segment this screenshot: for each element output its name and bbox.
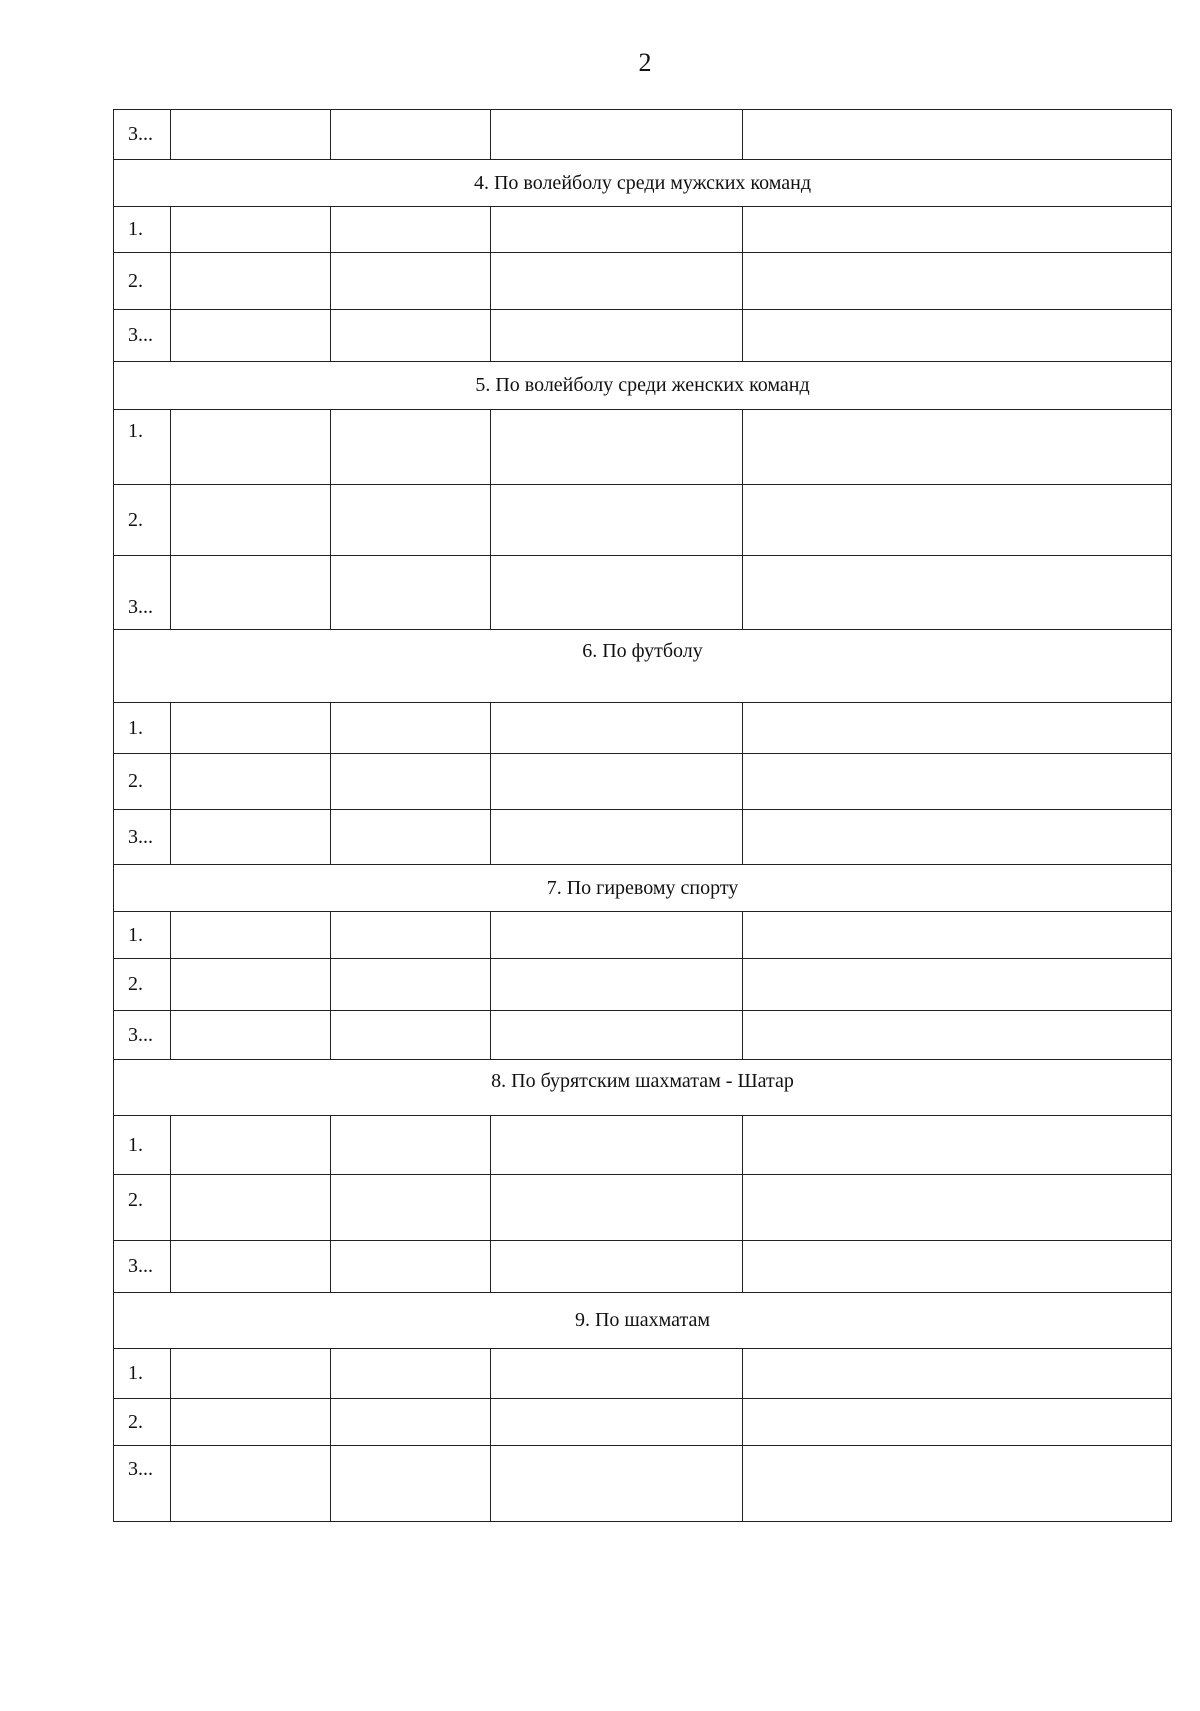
section-title: 6. По футболу [114, 630, 1172, 703]
table-cell [743, 1446, 1172, 1522]
table-cell [331, 310, 491, 362]
table-cell [171, 410, 331, 485]
table-cell [331, 810, 491, 865]
table-cell [743, 810, 1172, 865]
table-cell [331, 253, 491, 310]
table-cell [743, 253, 1172, 310]
table-cell [491, 310, 743, 362]
table-row [114, 810, 1172, 865]
table-cell [331, 110, 491, 160]
table-row [114, 310, 1172, 362]
table-cell [171, 810, 331, 865]
row-number: 2. [114, 485, 171, 556]
row-number: 2. [114, 754, 171, 810]
row-number: 1. [114, 410, 171, 485]
table-cell [171, 110, 331, 160]
table-cell [743, 1241, 1172, 1293]
table-cell [171, 556, 331, 630]
table-cell [491, 1175, 743, 1241]
table-cell [331, 959, 491, 1011]
table-row [114, 1241, 1172, 1293]
section-title: 4. По волейболу среди мужских команд [114, 160, 1172, 207]
row-number: 1. [114, 703, 171, 754]
table-row [114, 1116, 1172, 1175]
row-number: 1. [114, 912, 171, 959]
section-header-row [114, 630, 1172, 703]
row-number: 2. [114, 959, 171, 1011]
table-cell [743, 1349, 1172, 1399]
table-cell [331, 1175, 491, 1241]
table-cell [491, 410, 743, 485]
table-cell [171, 1399, 331, 1446]
table-cell [743, 1116, 1172, 1175]
table-cell [331, 1011, 491, 1060]
table-row [114, 410, 1172, 485]
table-cell [743, 912, 1172, 959]
table-cell [491, 485, 743, 556]
table-cell [491, 253, 743, 310]
table-row [114, 485, 1172, 556]
table-cell [491, 1399, 743, 1446]
table-cell [171, 1116, 331, 1175]
table-cell [171, 1011, 331, 1060]
table-cell [171, 754, 331, 810]
table-cell [171, 1446, 331, 1522]
table-cell [331, 1446, 491, 1522]
row-number: 2. [114, 1175, 171, 1241]
table-row [114, 703, 1172, 754]
page-number: 2 [638, 48, 652, 77]
row-number: 3... [114, 1446, 171, 1522]
table-cell [743, 485, 1172, 556]
table-cell [331, 1349, 491, 1399]
table-cell [171, 1175, 331, 1241]
table-cell [743, 556, 1172, 630]
table-row [114, 207, 1172, 253]
row-number: 3... [114, 1011, 171, 1060]
table-row [114, 1175, 1172, 1241]
row-number: 3... [114, 810, 171, 865]
table-cell [491, 207, 743, 253]
section-header-row [114, 362, 1172, 410]
section-header-row [114, 1293, 1172, 1349]
row-number: 3... [114, 310, 171, 362]
table-cell [743, 703, 1172, 754]
table-cell [331, 1116, 491, 1175]
table-row [114, 912, 1172, 959]
section-title: 5. По волейболу среди женских команд [114, 362, 1172, 410]
table-cell [743, 754, 1172, 810]
row-number: 2. [114, 1399, 171, 1446]
table-row [114, 1011, 1172, 1060]
table-row [114, 754, 1172, 810]
table-cell [171, 959, 331, 1011]
section-header-row [114, 865, 1172, 912]
table-cell [331, 556, 491, 630]
row-number: 3... [114, 1241, 171, 1293]
table-cell [743, 1399, 1172, 1446]
table-cell [491, 703, 743, 754]
table-cell [331, 410, 491, 485]
row-number: 3... [114, 556, 171, 630]
section-title: 8. По бурятским шахматам - Шатар [114, 1060, 1172, 1116]
section-title: 7. По гиревому спорту [114, 865, 1172, 912]
table-cell [491, 912, 743, 959]
table-row [114, 1446, 1172, 1522]
table-cell [491, 1349, 743, 1399]
table-cell [491, 1446, 743, 1522]
table-row [114, 959, 1172, 1011]
table-cell [331, 1399, 491, 1446]
table-cell [171, 1349, 331, 1399]
row-number: 1. [114, 207, 171, 253]
table-cell [491, 1011, 743, 1060]
table-cell [743, 207, 1172, 253]
table-cell [331, 912, 491, 959]
section-header-row [114, 1060, 1172, 1116]
table-row [114, 1399, 1172, 1446]
competition-results-table [113, 109, 1172, 1522]
table-cell [491, 110, 743, 160]
table-cell [491, 754, 743, 810]
table-row [114, 110, 1172, 160]
table-cell [171, 485, 331, 556]
table-cell [491, 556, 743, 630]
row-number: 2. [114, 253, 171, 310]
table-cell [491, 959, 743, 1011]
table-cell [171, 207, 331, 253]
table-cell [743, 1175, 1172, 1241]
table-cell [171, 253, 331, 310]
table-cell [171, 1241, 331, 1293]
table-row [114, 1349, 1172, 1399]
table-row [114, 556, 1172, 630]
table-cell [491, 1116, 743, 1175]
table-cell [331, 1241, 491, 1293]
table-cell [743, 110, 1172, 160]
table-cell [491, 810, 743, 865]
table-cell [171, 703, 331, 754]
table-cell [743, 1011, 1172, 1060]
table-cell [331, 207, 491, 253]
table-cell [171, 912, 331, 959]
table-cell [743, 410, 1172, 485]
table-cell [331, 754, 491, 810]
table-cell [171, 310, 331, 362]
table-cell [743, 959, 1172, 1011]
table-cell [743, 310, 1172, 362]
table-cell [331, 703, 491, 754]
table-cell [331, 485, 491, 556]
section-title: 9. По шахматам [114, 1293, 1172, 1349]
table-row [114, 253, 1172, 310]
row-number: 3... [114, 110, 171, 160]
row-number: 1. [114, 1116, 171, 1175]
table-cell [491, 1241, 743, 1293]
section-header-row [114, 160, 1172, 207]
row-number: 1. [114, 1349, 171, 1399]
